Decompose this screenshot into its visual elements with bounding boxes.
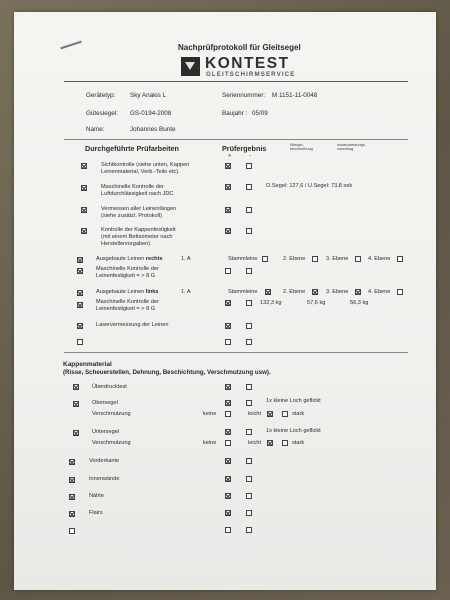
sicht-plus-checkbox[interactable] — [225, 163, 231, 169]
ueberdruck-minus-checkbox[interactable] — [246, 384, 252, 390]
document-title: Nachprüfprotokoll für Gleitsegel — [178, 43, 301, 52]
blank-plus-checkbox[interactable] — [225, 339, 231, 345]
kg-value-1: 132,3 kg — [260, 300, 282, 306]
baujahr-value: 05/09 — [252, 110, 268, 117]
links-e2-checkbox[interactable] — [312, 289, 318, 295]
ueberdruck-plus-checkbox[interactable] — [225, 384, 231, 390]
naehte-text: Nähte — [89, 493, 104, 499]
innenwaende-minus-checkbox[interactable] — [246, 476, 252, 482]
naehte-checkbox[interactable] — [69, 494, 75, 500]
logo-subtitle: GLEITSCHIRMSERVICE — [206, 71, 296, 78]
plus-heading: + — [228, 153, 232, 159]
geraetetyp-value: Sky Anakis L — [130, 92, 167, 99]
rechts-label: Ausgebaute Leinen rechts — [96, 256, 163, 262]
innenwaende-plus-checkbox[interactable] — [225, 476, 231, 482]
kg-value-2: 57,6 kg — [307, 300, 326, 306]
rechts-stamm: Stammleine — [228, 256, 258, 262]
rechts-masch-plus-checkbox[interactable] — [225, 268, 231, 274]
kappe-heading: Kappenmaterial — [63, 361, 112, 368]
kappe-rule — [64, 352, 408, 353]
logo-triangle-icon — [185, 62, 195, 70]
flairs-text: Flairs — [89, 510, 103, 516]
links-e4: 4. Ebene — [368, 289, 391, 295]
vermessen-minus-checkbox[interactable] — [246, 207, 252, 213]
repair-heading: Instandsetzungs- vorschlag — [337, 143, 366, 151]
sicht-checkbox[interactable] — [81, 163, 87, 169]
kappe-subheading: (Risse, Scheuerstellen, Dehnung, Beschichtung, Verschmutzung usw). — [63, 369, 271, 376]
guetesiegel-value: GS-0194-2008 — [130, 110, 172, 117]
baujahr-label: Baujahr : — [222, 110, 248, 117]
tests-heading: Durchgeführte Prüfarbeiten — [85, 144, 179, 153]
unter-verschmutzung: Verschmutzung — [92, 440, 131, 446]
links-e3: 3. Ebene — [326, 289, 349, 295]
result-heading: Prüfergebnis — [222, 144, 267, 153]
vorderkante-checkbox[interactable] — [69, 459, 75, 465]
blank-checkbox[interactable] — [77, 339, 83, 345]
sicht-minus-checkbox[interactable] — [246, 163, 252, 169]
naehte-minus-checkbox[interactable] — [246, 493, 252, 499]
flairs-checkbox[interactable] — [69, 511, 75, 517]
ober-stark: stark — [292, 411, 305, 417]
rechts-e2: 2. Ebene — [283, 256, 306, 262]
ober-leicht: leicht — [248, 411, 262, 417]
untersegel-minus-checkbox[interactable] — [246, 429, 252, 435]
laser-minus-checkbox[interactable] — [246, 323, 252, 329]
unter-keine: keine — [203, 440, 217, 446]
table-top-rule — [64, 139, 408, 140]
obersegel-minus-checkbox[interactable] — [246, 400, 252, 406]
links-label: Ausgebaute Leinen links — [96, 289, 159, 295]
obersegel-plus-checkbox[interactable] — [225, 400, 231, 406]
guetesiegel-label: Gütesiegel: — [86, 110, 118, 117]
obersegel-text: Obersegel — [92, 400, 118, 406]
links-masch-checkbox[interactable] — [77, 302, 83, 308]
defects-heading: Mängel- beschreibung — [290, 143, 313, 151]
luft-result: O.Segel: 127,6 / U.Segel: 73,8 sek — [266, 183, 353, 189]
luft-text: Maschinelle Kontrolle der Luftdurchlässigkeit nach JDC — [101, 184, 174, 197]
obersegel-note: 1x kleine Loch geflickt — [266, 398, 321, 404]
rechts-e4: 4. Ebene — [368, 256, 391, 262]
logo-wordmark: KONTEST — [205, 55, 290, 72]
untersegel-note: 1x kleine Loch geflickt — [266, 428, 321, 434]
header-rule — [64, 81, 408, 82]
laser-plus-checkbox[interactable] — [225, 323, 231, 329]
rechts-e3: 3. Ebene — [326, 256, 349, 262]
untersegel-checkbox[interactable] — [73, 430, 79, 436]
links-e4-checkbox[interactable] — [397, 289, 403, 295]
links-stamm: Stammleine — [228, 289, 258, 295]
vermessen-plus-checkbox[interactable] — [225, 207, 231, 213]
links-stamm-checkbox[interactable] — [265, 289, 271, 295]
untersegel-plus-checkbox[interactable] — [225, 429, 231, 435]
ober-verschmutzung: Verschmutzung — [92, 411, 131, 417]
rechts-e2-checkbox[interactable] — [312, 256, 318, 262]
links-masch-text: Maschinelle Kontrolle der Leinenfestigkeit = > 8 G — [96, 299, 159, 312]
innenwaende-checkbox[interactable] — [69, 477, 75, 483]
vorderkante-plus-checkbox[interactable] — [225, 458, 231, 464]
ueberdruck-text: Überdrucktest — [92, 384, 127, 390]
minus-heading: - — [249, 153, 251, 159]
blank-minus-checkbox[interactable] — [246, 339, 252, 345]
rechts-masch-checkbox[interactable] — [77, 268, 83, 274]
ober-keine: keine — [203, 411, 217, 417]
flairs-minus-checkbox[interactable] — [246, 510, 252, 516]
unter-leicht-checkbox[interactable] — [267, 440, 273, 446]
innenwaende-text: Innenwände — [89, 476, 120, 482]
festigkeit-plus-checkbox[interactable] — [225, 228, 231, 234]
luft-plus-checkbox[interactable] — [225, 184, 231, 190]
name-value: Johannes Bunte — [130, 126, 176, 133]
links-line-a: 1. A — [181, 289, 191, 295]
vermessen-text: Vermessen aller Leinenlängen (siehe zusätzl. Protokoll) — [101, 206, 177, 219]
unter-keine-checkbox[interactable] — [225, 440, 231, 446]
vorderkante-text: Vorderkante — [89, 458, 120, 464]
unter-stark: stark — [292, 440, 305, 446]
luft-checkbox[interactable] — [81, 185, 87, 191]
links-masch-minus-checkbox[interactable] — [246, 300, 252, 306]
rechts-line-a: 1. A — [181, 256, 191, 262]
blank2-minus-checkbox[interactable] — [246, 527, 252, 533]
vorderkante-minus-checkbox[interactable] — [246, 458, 252, 464]
ober-leicht-checkbox[interactable] — [267, 411, 273, 417]
ober-stark-checkbox[interactable] — [282, 411, 288, 417]
seriennummer-label: Seriennummer: — [222, 92, 266, 99]
vermessen-checkbox[interactable] — [81, 207, 87, 213]
rechts-masch-minus-checkbox[interactable] — [246, 268, 252, 274]
ober-keine-checkbox[interactable] — [225, 411, 231, 417]
luft-minus-checkbox[interactable] — [246, 184, 252, 190]
rechts-e4-checkbox[interactable] — [397, 256, 403, 262]
sicht-text: Sichtkontrolle (siehe unten, Kappen Leinenmaterial, Verb.-Teile etc). — [101, 162, 190, 175]
geraetetyp-label: Gerätetyp: — [86, 92, 116, 99]
rechts-checkbox[interactable] — [77, 257, 83, 263]
festigkeit-checkbox[interactable] — [81, 228, 87, 234]
links-masch-plus-checkbox[interactable] — [225, 300, 231, 306]
laser-checkbox[interactable] — [77, 323, 83, 329]
festigkeit-text: Kontrolle der Kappenfestigkeit (mit einem Bettsometer nach Herstellervorgaben) — [101, 227, 176, 247]
rechts-masch-text: Maschinelle Kontrolle der Leinenfestigkeit = > 8 G — [96, 266, 159, 279]
seriennummer-value: M 1151-11-0048 — [272, 92, 318, 99]
naehte-plus-checkbox[interactable] — [225, 493, 231, 499]
unter-leicht: leicht — [248, 440, 262, 446]
rechts-stamm-checkbox[interactable] — [262, 256, 268, 262]
blank2-plus-checkbox[interactable] — [225, 527, 231, 533]
laser-text: Laservermessung der Leinen — [96, 322, 169, 328]
unter-stark-checkbox[interactable] — [282, 440, 288, 446]
untersegel-text: Untersegel — [92, 429, 120, 435]
ueberdruck-checkbox[interactable] — [73, 384, 79, 390]
kg-value-3: 56,3 kg — [350, 300, 369, 306]
blank2-checkbox[interactable] — [69, 528, 75, 534]
festigkeit-minus-checkbox[interactable] — [246, 228, 252, 234]
obersegel-checkbox[interactable] — [73, 401, 79, 407]
links-e2: 2. Ebene — [283, 289, 306, 295]
rechts-e3-checkbox[interactable] — [355, 256, 361, 262]
flairs-plus-checkbox[interactable] — [225, 510, 231, 516]
name-label: Name: — [86, 126, 105, 133]
links-e3-checkbox[interactable] — [355, 289, 361, 295]
links-checkbox[interactable] — [77, 290, 83, 296]
